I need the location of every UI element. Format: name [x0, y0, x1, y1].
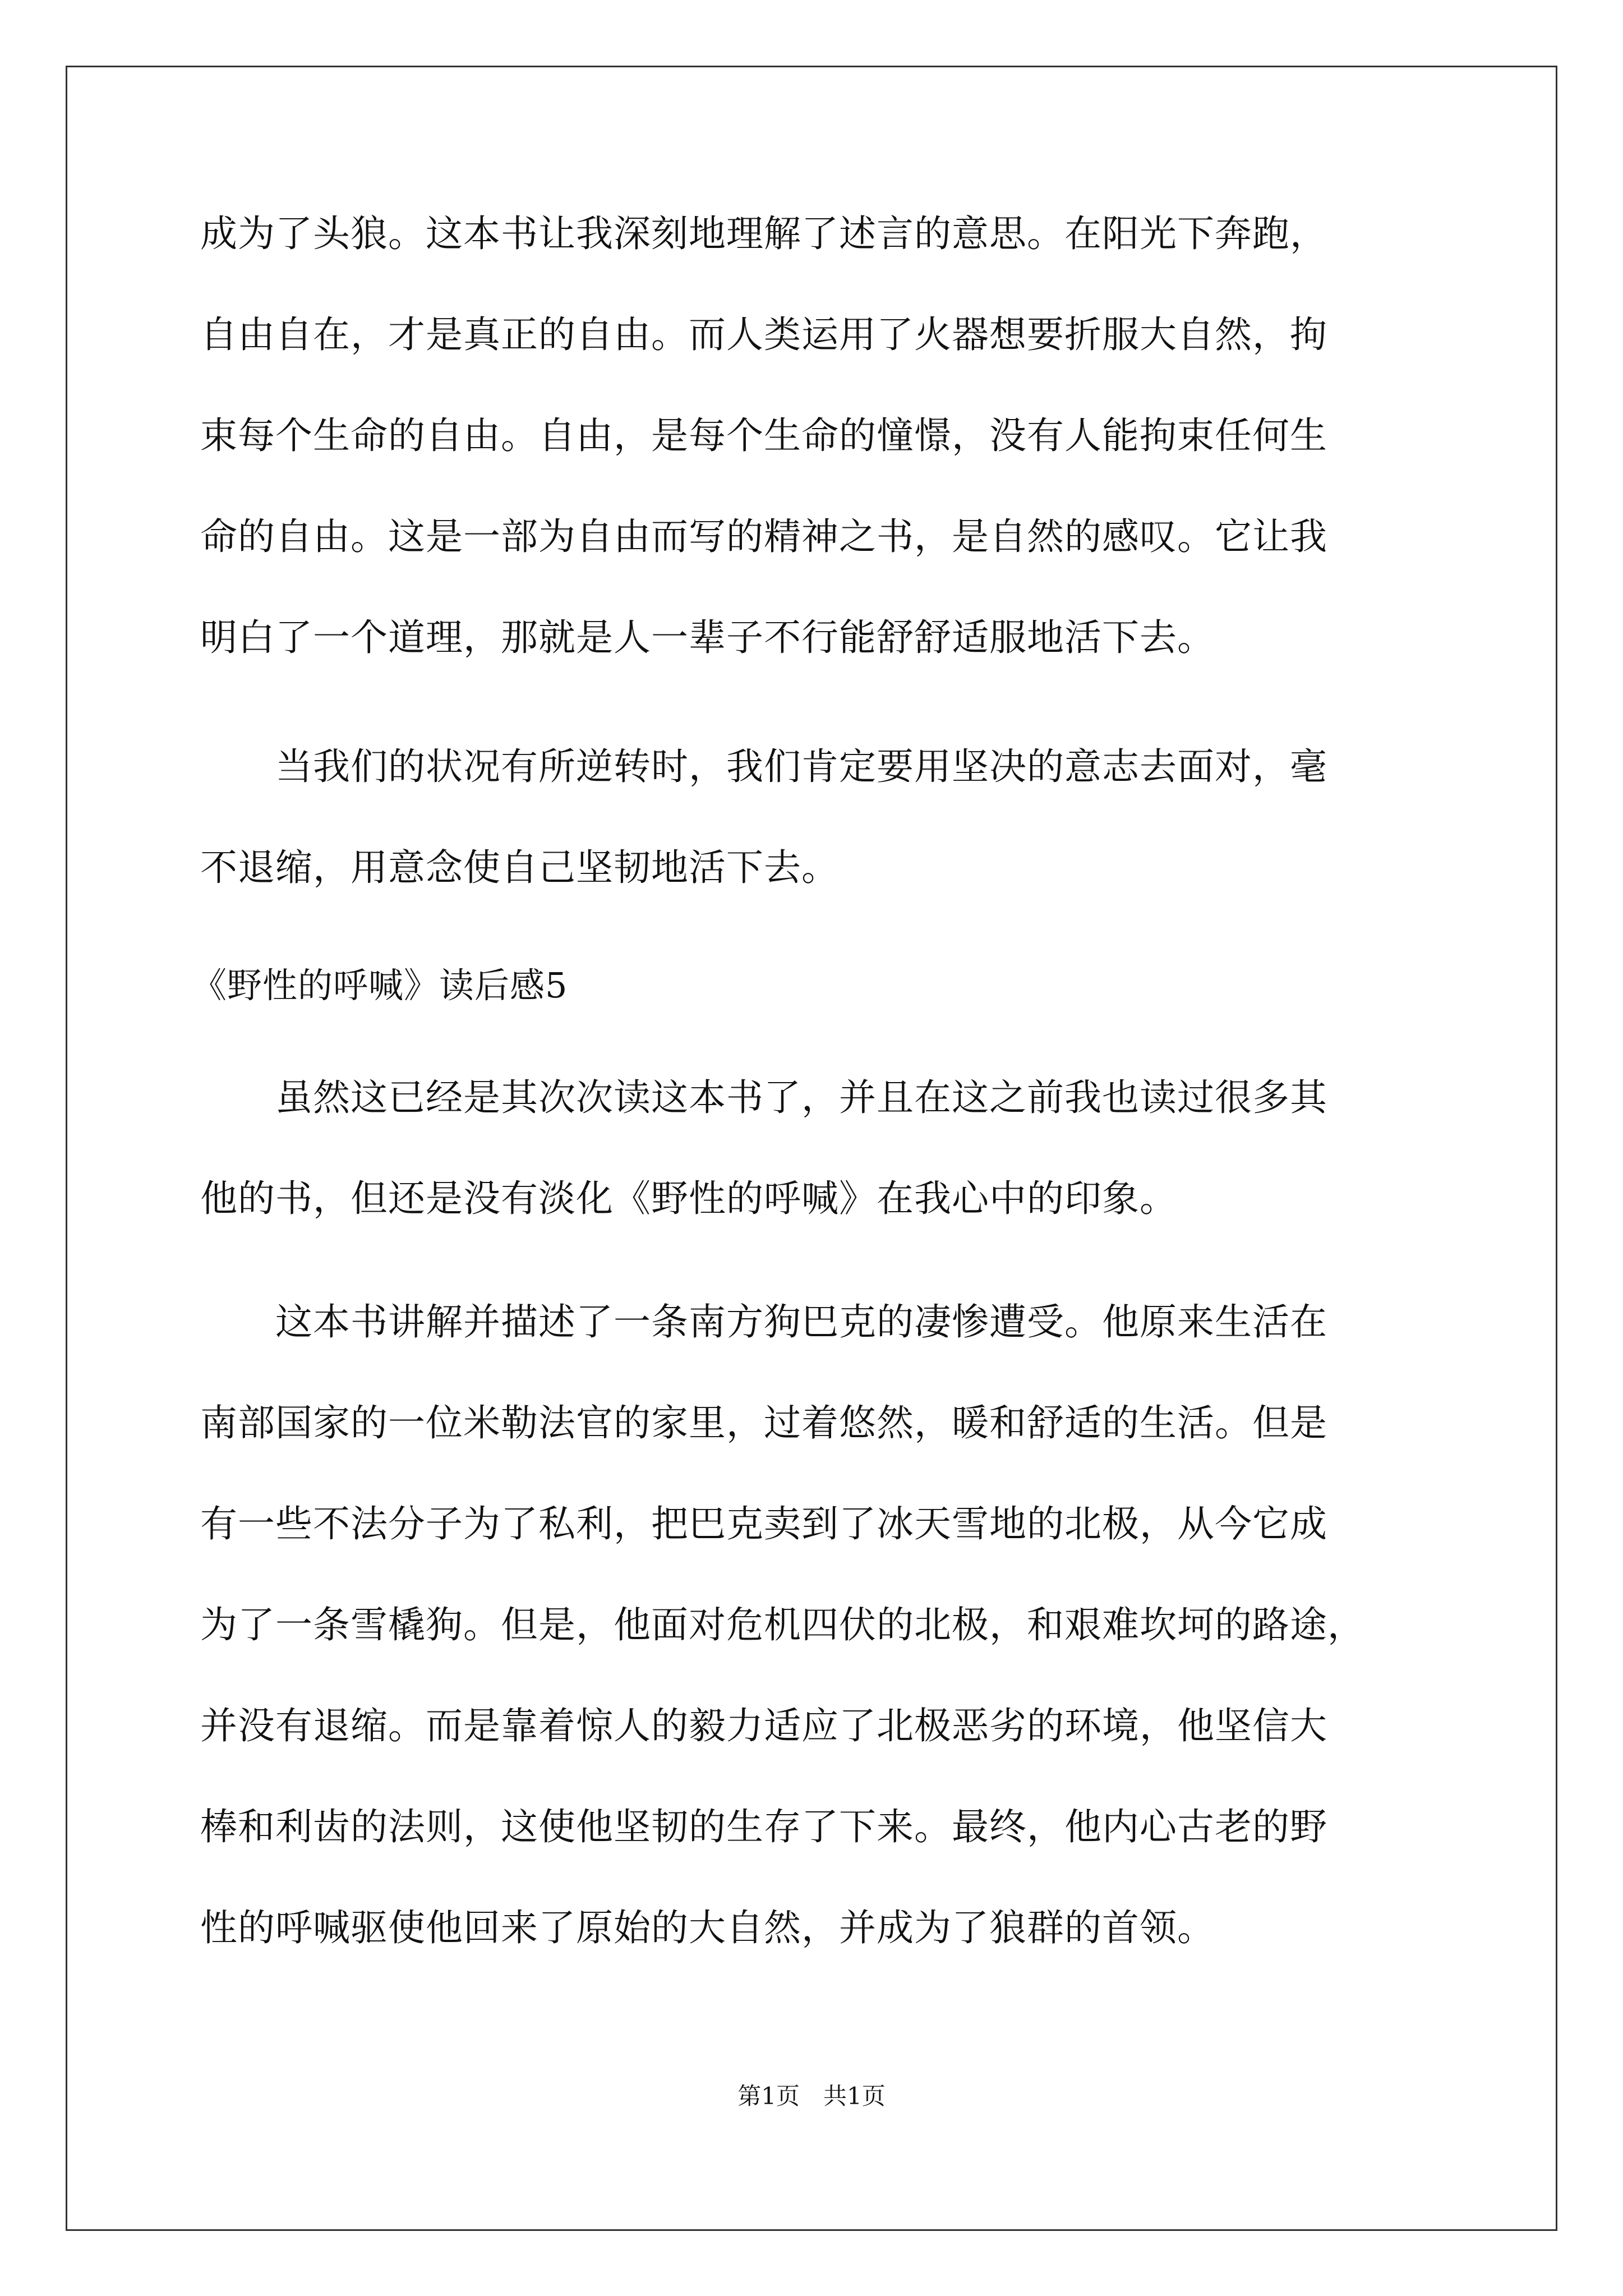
body-text-line: 这本书讲解并描述了一条南方狗巴克的凄惨遭受。他原来生活在 [200, 1300, 1327, 1343]
body-text-line: 不退缩，用意念使自己坚韧地活下去。 [200, 846, 839, 889]
body-text-line: 束每个生命的自由。自由，是每个生命的憧憬，没有人能拘束任何生 [200, 414, 1327, 457]
page-footer: 第1页 共1页 [737, 2082, 886, 2110]
section-heading: 《野性的呼喊》读后感5 [192, 965, 568, 1006]
body-text-line: 有一些不法分子为了私利，把巴克卖到了冰天雪地的北极，从今它成 [200, 1502, 1327, 1545]
body-text-line: 为了一条雪橇狗。但是，他面对危机四伏的北极，和艰难坎坷的路途， [200, 1603, 1365, 1646]
body-text-line: 南部国家的一位米勒法官的家里，过着悠然，暖和舒适的生活。但是 [200, 1401, 1327, 1444]
body-text-line: 虽然这已经是其次次读这本书了，并且在这之前我也读过很多其 [200, 1076, 1327, 1119]
body-text-line: 成为了头狼。这本书让我深刻地理解了述言的意思。在阳光下奔跑， [200, 212, 1327, 255]
body-text-line: 性的呼喊驱使他回来了原始的大自然，并成为了狼群的首领。 [200, 1906, 1215, 1949]
body-text-line: 自由自在，才是真正的自由。而人类运用了火器想要折服大自然，拘 [200, 313, 1327, 356]
body-text-line: 他的书，但还是没有淡化《野性的呼喊》在我心中的印象。 [200, 1177, 1177, 1220]
body-text-line: 命的自由。这是一部为自由而写的精神之书，是自然的感叹。它让我 [200, 515, 1327, 558]
body-text-line: 并没有退缩。而是靠着惊人的毅力适应了北极恶劣的环境，他坚信大 [200, 1704, 1327, 1747]
body-text-line: 明白了一个道理，那就是人一辈子不行能舒舒适服地活下去。 [200, 616, 1215, 659]
body-text-line: 当我们的状况有所逆转时，我们肯定要用坚决的意志去面对，毫 [200, 745, 1327, 788]
body-text-line: 棒和利齿的法则，这使他坚韧的生存了下来。最终，他内心古老的野 [200, 1805, 1327, 1848]
